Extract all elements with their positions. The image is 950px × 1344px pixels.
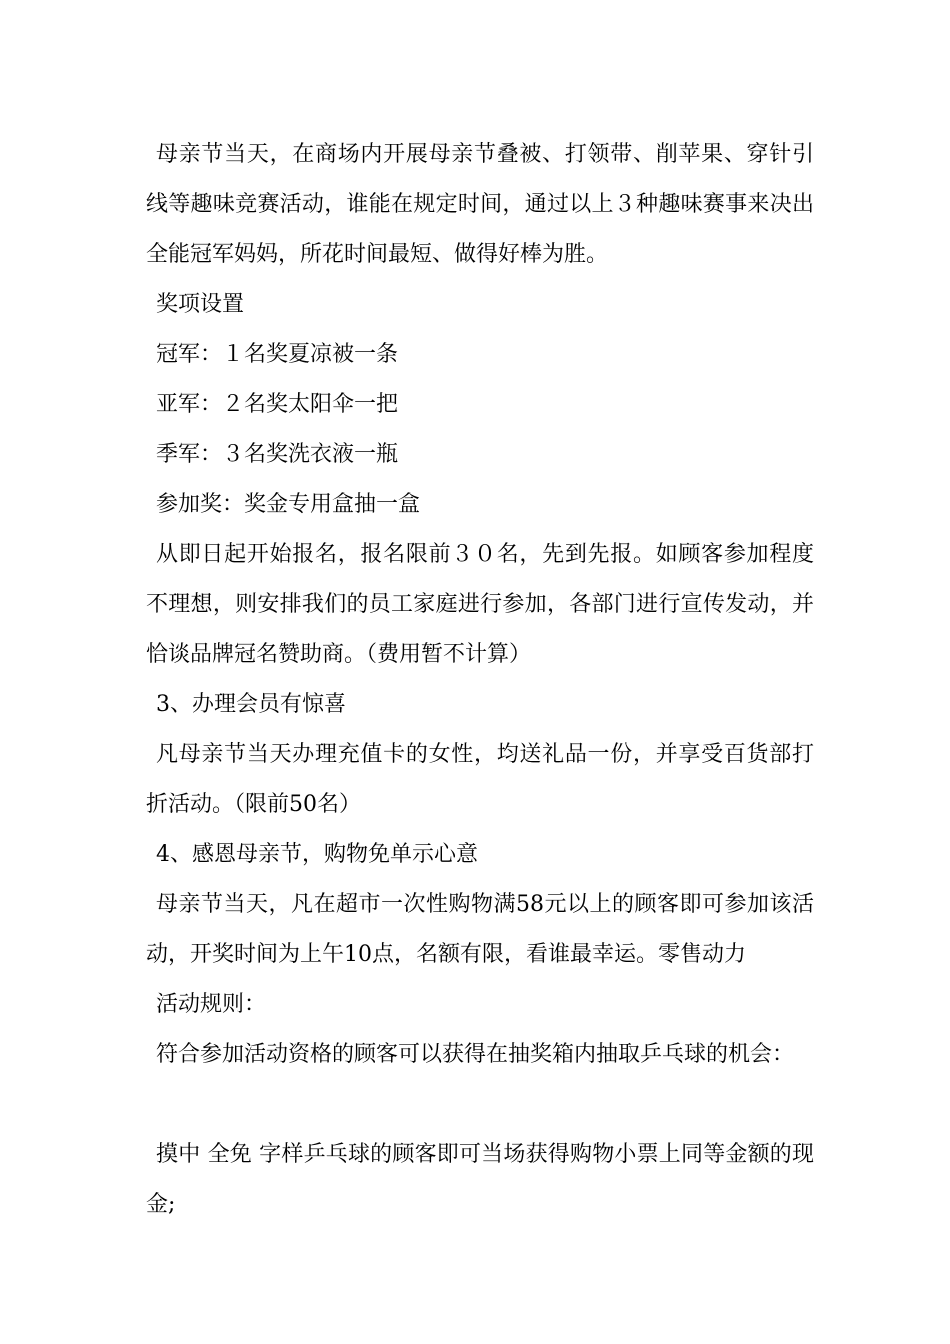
paragraph-third-place-prize: 季军：３名奖洗衣液一瓶 xyxy=(156,442,399,467)
paragraph-full-refund-rule: 摸中 全免 字样乒乓球的顾客即可当场获得购物小票上同等金额的现金; xyxy=(146,1142,814,1217)
paragraph-membership-offer: 凡母亲节当天办理充值卡的女性，均送礼品一份，并享受百货部打折活动。（限前50名） xyxy=(146,742,814,817)
paragraph-registration: 从即日起开始报名，报名限前３０名，先到先报。如顾客参加程度不理想，则安排我们的员工家庭进行参加，各部门进行宣传发动，并恰谈品牌冠名赞助商。（费用暂不计算） xyxy=(146,542,814,667)
paragraph-runner-up-prize: 亚军：２名奖太阳伞一把 xyxy=(156,392,399,417)
paragraph-free-shopping: 母亲节当天，凡在超市一次性购物满58元以上的顾客即可参加该活动，开奖时间为上午10点，名额有限，看谁最幸运。零售动力 xyxy=(146,892,814,967)
paragraph-section-4-heading: 4、感恩母亲节，购物免单示心意 xyxy=(156,842,478,867)
paragraph-champion-prize: 冠军：１名奖夏凉被一条 xyxy=(156,342,399,367)
paragraph-contest-intro: 母亲节当天，在商场内开展母亲节叠被、打领带、削苹果、穿针引线等趣味竞赛活动，谁能在规定时间，通过以上３种趣味赛事来决出全能冠军妈妈，所花时间最短、做得好棒为胜。 xyxy=(146,142,814,267)
paragraph-awards-heading: 奖项设置 xyxy=(156,292,245,317)
paragraph-section-3-heading: 3、办理会员有惊喜 xyxy=(156,692,346,717)
paragraph-rules-heading: 活动规则： xyxy=(156,992,267,1017)
paragraph-eligibility: 符合参加活动资格的顾客可以获得在抽奖箱内抽取乒乓球的机会： xyxy=(156,1042,795,1067)
paragraph-participation-prize: 参加奖：奖金专用盒抽一盒 xyxy=(156,492,421,517)
document-body xyxy=(146,130,814,1230)
